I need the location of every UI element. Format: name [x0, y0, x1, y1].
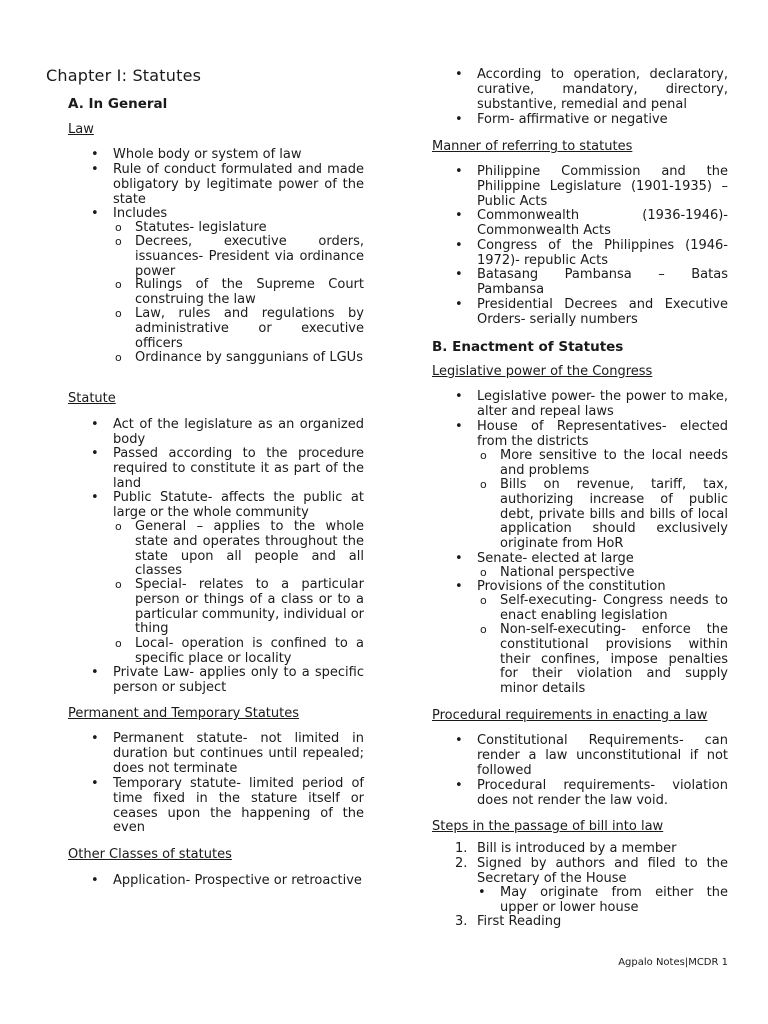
bullet-icon: • — [455, 579, 463, 594]
bullet-icon: • — [455, 238, 463, 253]
perm-temp-item: • Permanent statute- not limited in duration but continues until repealed; does not terminate — [91, 731, 364, 776]
manner-item: • Philippine Commission and the Philippine Legislature (1901-1935) – Public Acts — [455, 164, 728, 209]
bullet-icon: • — [91, 417, 99, 432]
chapter-title: Chapter I: Statutes — [46, 66, 202, 85]
bullet-icon: • — [455, 778, 463, 793]
bullet-icon: • — [455, 164, 463, 179]
law-sub-item: o Law, rules and regulations by administrative or executive officers — [115, 306, 364, 351]
law-heading: Law — [68, 122, 94, 137]
steps-item: 3. First Reading — [455, 914, 562, 929]
sub-bullet-icon: o — [115, 351, 122, 364]
statute-item: • Passed according to the procedure required to constitute it as part of the land — [91, 446, 364, 491]
steps-item: 1. Bill is introduced by a member — [455, 841, 677, 856]
sub-bullet-icon: o — [115, 278, 122, 291]
law-item: • Includes — [91, 206, 168, 221]
procedural-item: • Procedural requirements- violation does not render the law void. — [455, 778, 728, 808]
statute-sub-item: o General – applies to the whole state and operates throughout the state upon all people and all classes — [115, 519, 364, 579]
bullet-icon: • — [455, 389, 463, 404]
law-sub-item: o Rulings of the Supreme Court construing the law — [115, 277, 364, 307]
leg-power-sub-item: o Self-executing- Congress needs to enact enabling legislation — [480, 593, 728, 623]
manner-heading: Manner of referring to statutes — [432, 139, 633, 154]
leg-power-item: • House of Representatives- elected from the districts — [455, 419, 728, 449]
other-classes-item: • Form- affirmative or negative — [455, 112, 668, 127]
perm-temp-item: • Temporary statute- limited period of time fixed in the stature itself or ceases upon the happening of the even — [91, 776, 364, 836]
statute-item: • Public Statute- affects the public at large or the whole community — [91, 490, 364, 520]
manner-item: • Commonwealth (1936-1946)- Commonwealth Acts — [455, 208, 728, 238]
bullet-icon: • — [91, 206, 99, 221]
steps-item: 2. Signed by authors and filed to the Secretary of the House — [455, 856, 728, 886]
bullet-icon: • — [91, 490, 99, 505]
other-classes-item: • Application- Prospective or retroactive — [91, 873, 362, 888]
sub-bullet-icon: o — [115, 578, 122, 591]
law-sub-item: o Decrees, executive orders, issuances- President via ordinance power — [115, 234, 364, 279]
bullet-icon: • — [455, 208, 463, 223]
step-number: 3. — [455, 914, 468, 929]
procedural-item: • Constitutional Requirements- can render a law unconstitutional if not followed — [455, 733, 728, 778]
leg-power-heading: Legislative power of the Congress — [432, 364, 653, 379]
sub-bullet-icon: o — [480, 566, 487, 579]
procedural-heading: Procedural requirements in enacting a law — [432, 708, 708, 723]
law-sub-item: o Ordinance by sanggunians of LGUs — [115, 350, 363, 365]
section-a-heading: A. In General — [68, 96, 168, 112]
manner-item: • Batasang Pambansa – Batas Pambansa — [455, 267, 728, 297]
sub-bullet-icon: o — [115, 520, 122, 533]
statute-item: • Private Law- applies only to a specific person or subject — [91, 665, 364, 695]
leg-power-item: • Legislative power- the power to make, alter and repeal laws — [455, 389, 728, 419]
leg-power-sub-item: o More sensitive to the local needs and problems — [480, 448, 728, 478]
bullet-icon: • — [91, 873, 99, 888]
leg-power-item: • Provisions of the constitution — [455, 579, 666, 594]
sub-bullet-icon: o — [480, 478, 487, 491]
law-item: • Rule of conduct formulated and made obligatory by legitimate power of the state — [91, 162, 364, 207]
bullet-icon: • — [91, 665, 99, 680]
bullet-icon: • — [455, 67, 463, 82]
bullet-icon: • — [455, 419, 463, 434]
statute-heading: Statute — [68, 391, 116, 406]
bullet-icon: • — [455, 551, 463, 566]
sub-bullet-icon: o — [115, 235, 122, 248]
leg-power-sub-item: o Non-self-executing- enforce the constitutional provisions within their confines, impose penalties for their violation and supply minor details — [480, 622, 728, 697]
bullet-icon: • — [91, 446, 99, 461]
bullet-icon: • — [455, 267, 463, 282]
sub-bullet-icon: o — [480, 623, 487, 636]
sub-bullet-icon: o — [115, 307, 122, 320]
manner-item: • Congress of the Philippines (1946-1972)- republic Acts — [455, 238, 728, 268]
leg-power-item: • Senate- elected at large — [455, 551, 634, 566]
step-number: 1. — [455, 841, 468, 856]
law-sub-item: o Statutes- legislature — [115, 220, 267, 235]
section-b-heading: B. Enactment of Statutes — [432, 339, 624, 355]
other-classes-item: • According to operation, declaratory, curative, mandatory, directory, substantive, remedial and penal — [455, 67, 728, 112]
bullet-icon: • — [91, 731, 99, 746]
bullet-icon: • — [91, 147, 99, 162]
bullet-icon: • — [455, 733, 463, 748]
sub-bullet-icon: o — [480, 594, 487, 607]
page-footer: Agpalo Notes|MCDR 1 — [618, 957, 728, 968]
sub-bullet-icon: o — [115, 637, 122, 650]
bullet-icon: • — [478, 885, 486, 900]
bullet-icon: • — [455, 297, 463, 312]
steps-heading: Steps in the passage of bill into law — [432, 819, 664, 834]
bullet-icon: • — [91, 776, 99, 791]
statute-item: • Act of the legislature as an organized body — [91, 417, 364, 447]
step-number: 2. — [455, 856, 468, 871]
other-classes-heading: Other Classes of statutes — [68, 847, 232, 862]
manner-item: • Presidential Decrees and Executive Orders- serially numbers — [455, 297, 728, 327]
sub-bullet-icon: o — [115, 221, 122, 234]
leg-power-sub-item: o Bills on revenue, tariff, tax, authorizing increase of public debt, private bills and bills of local application should exclusively originate from HoR — [480, 477, 728, 552]
bullet-icon: • — [91, 162, 99, 177]
steps-sub-item: • May originate from either the upper or lower house — [478, 885, 728, 915]
leg-power-sub-item: o National perspective — [480, 565, 635, 580]
statute-sub-item: o Special- relates to a particular person or things of a class or to a particular community, individual or thing — [115, 577, 364, 637]
law-item: • Whole body or system of law — [91, 147, 302, 162]
perm-temp-heading: Permanent and Temporary Statutes — [68, 706, 300, 721]
sub-bullet-icon: o — [480, 449, 487, 462]
bullet-icon: • — [455, 112, 463, 127]
statute-sub-item: o Local- operation is confined to a specific place or locality — [115, 636, 364, 666]
